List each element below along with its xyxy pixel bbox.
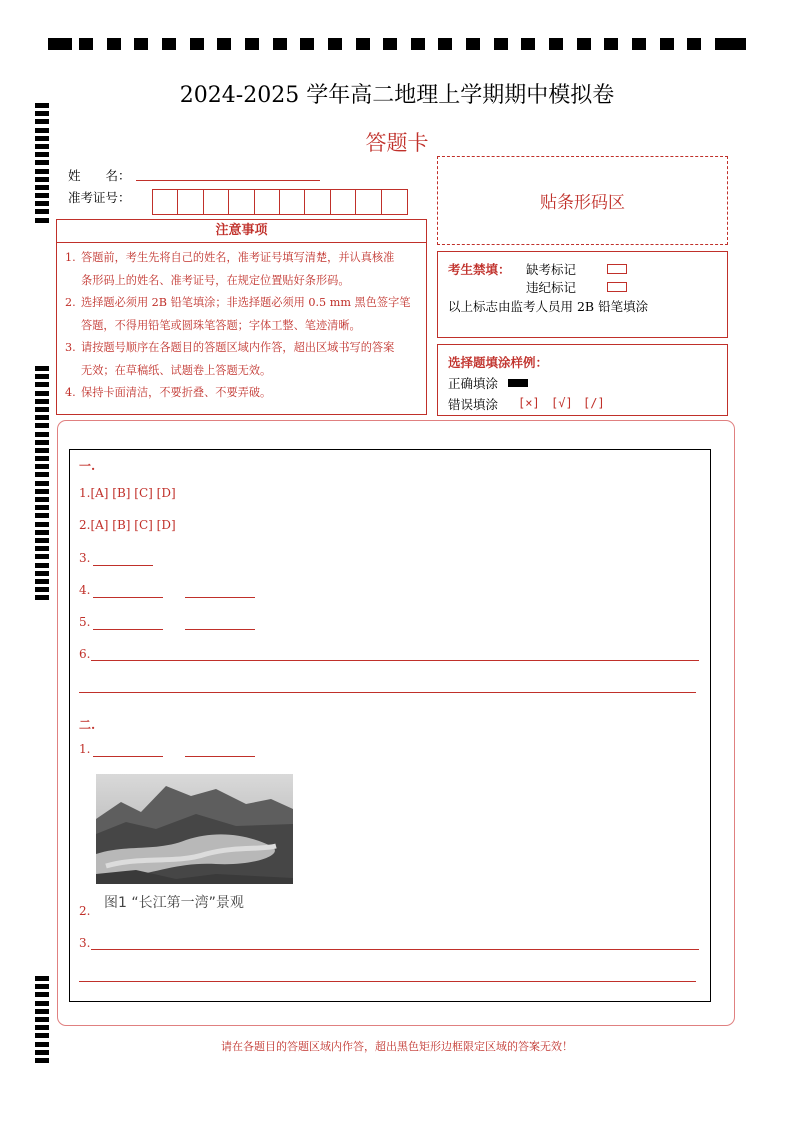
absent-mark-box	[607, 264, 627, 274]
timing-mark	[35, 530, 49, 535]
question-4-blank-1[interactable]	[93, 597, 163, 598]
timing-mark	[35, 201, 49, 206]
notice-item-text: 答题前，考生先将自己的姓名，准考证号填写清楚，并认真核准	[81, 251, 395, 264]
notice-item-text: 选择题必须用 2B 铅笔填涂；非选择题必须用 0.5 mm 黑色签字笔	[81, 296, 411, 309]
id-label: 准考证号：	[68, 190, 131, 205]
timing-mark	[577, 38, 591, 50]
notice-item-number	[65, 360, 81, 383]
timing-mark	[35, 407, 49, 412]
timing-mark	[35, 432, 49, 437]
section-2-question-1-label: 1.	[79, 742, 91, 756]
fill-sample-box	[437, 344, 728, 416]
wrong-mark-cross: [×]	[518, 396, 540, 410]
correct-fill-label: 正确填涂	[448, 376, 499, 391]
notice-item-line	[65, 360, 420, 383]
timing-mark	[35, 571, 49, 576]
timing-mark	[35, 1058, 49, 1063]
timing-mark	[162, 38, 176, 50]
timing-mark	[35, 440, 49, 445]
timing-mark	[383, 38, 397, 50]
timing-mark	[466, 38, 480, 50]
timing-mark	[35, 185, 49, 190]
violation-mark-box	[607, 282, 627, 292]
timing-mark	[35, 119, 49, 124]
wrong-fill-label: 错误填涂	[448, 397, 499, 412]
section-2-question-1-blank-2[interactable]	[185, 756, 255, 757]
wrong-mark-slash: [/]	[583, 396, 605, 410]
sample-heading: 选择题填涂样例：	[448, 355, 549, 370]
timing-mark	[35, 177, 49, 182]
section-1-heading: 一.	[79, 459, 96, 473]
notice-box	[56, 219, 427, 415]
timing-mark	[411, 38, 425, 50]
timing-mark	[660, 38, 674, 50]
timing-mark	[35, 1009, 49, 1014]
notice-item-number: 3.	[65, 341, 76, 354]
timing-mark	[35, 1017, 49, 1022]
timing-mark	[107, 38, 121, 50]
timing-mark	[35, 587, 49, 592]
id-digit-box[interactable]	[229, 190, 254, 214]
id-digit-box[interactable]	[178, 190, 203, 214]
notice-list	[57, 243, 426, 405]
name-label: 姓 名：	[68, 168, 131, 183]
timing-mark	[632, 38, 646, 50]
id-digit-box[interactable]	[305, 190, 330, 214]
timing-marks-left-2	[35, 366, 49, 603]
timing-mark	[35, 169, 49, 174]
timing-mark	[438, 38, 452, 50]
id-digit-box[interactable]	[280, 190, 305, 214]
timing-mark	[35, 193, 49, 198]
section-2-heading: 二.	[79, 718, 96, 732]
timing-mark	[35, 563, 49, 568]
timing-mark	[35, 992, 49, 997]
id-digit-box[interactable]	[153, 190, 178, 214]
timing-mark	[494, 38, 508, 50]
timing-mark	[35, 456, 49, 461]
yangtze-first-bend-photo	[96, 774, 293, 884]
notice-heading: 注意事项	[57, 220, 426, 243]
timing-mark	[35, 391, 49, 396]
timing-mark	[35, 472, 49, 477]
timing-mark	[245, 38, 259, 50]
name-field[interactable]	[136, 180, 320, 181]
notice-item-number: 2.	[65, 296, 76, 309]
notice-item-text: 条形码上的姓名、准考证号，在规定位置贴好条形码。	[81, 273, 350, 287]
timing-mark	[521, 38, 535, 50]
id-digit-box[interactable]	[255, 190, 280, 214]
timing-mark	[35, 464, 49, 469]
notice-item-line	[65, 382, 420, 405]
timing-mark	[273, 38, 287, 50]
timing-mark	[35, 497, 49, 502]
notice-item-number: 1.	[65, 251, 76, 264]
timing-mark	[35, 554, 49, 559]
id-digit-box[interactable]	[331, 190, 356, 214]
notice-item-line	[65, 292, 420, 315]
absent-label: 缺考标记	[526, 262, 577, 277]
timing-marks-top	[48, 38, 746, 50]
section-2-question-3-label: 3.	[79, 936, 91, 950]
notice-item-text: 答题，不得用铅笔或圆珠笔答题；字体工整、笔迹清晰。	[81, 318, 361, 332]
question-6-line-2[interactable]	[79, 692, 696, 693]
id-digit-box[interactable]	[356, 190, 381, 214]
timing-mark	[35, 111, 49, 116]
notice-item-line	[65, 315, 420, 338]
notice-item-text: 保持卡面清洁，不要折叠、不要弄破。	[81, 386, 272, 399]
timing-mark	[549, 38, 563, 50]
timing-mark	[35, 366, 49, 371]
timing-mark	[35, 595, 49, 600]
answer-sheet-subtitle: 答题卡	[365, 131, 429, 155]
question-5-blank-2[interactable]	[185, 629, 255, 630]
question-4-blank-2[interactable]	[185, 597, 255, 598]
notice-item-number: 4.	[65, 386, 76, 399]
footer-warning: 请在各题目的答题区域内作答，超出黑色矩形边框限定区域的答案无效！	[221, 1040, 573, 1053]
timing-mark	[35, 546, 49, 551]
timing-mark	[35, 976, 49, 981]
timing-mark	[35, 522, 49, 527]
question-6-label: 6.	[79, 647, 91, 661]
question-2-choices[interactable]: 2.[A] [B] [C] [D]	[79, 518, 176, 532]
notice-item-text: 请按题号顺序在各题目的答题区域内作答，超出区域书写的答案	[81, 341, 395, 354]
timing-mark	[35, 160, 49, 165]
timing-mark	[35, 505, 49, 510]
timing-mark	[35, 374, 49, 379]
question-1-choices[interactable]: 1.[A] [B] [C] [D]	[79, 486, 176, 500]
forbid-box	[437, 251, 728, 338]
timing-mark	[35, 415, 49, 420]
notice-item-number	[65, 270, 81, 293]
barcode-label: 贴条形码区	[540, 193, 625, 213]
notice-item-line	[65, 337, 420, 360]
timing-mark	[300, 38, 314, 50]
timing-mark	[35, 513, 49, 518]
timing-mark	[356, 38, 370, 50]
timing-mark	[604, 38, 618, 50]
timing-mark	[217, 38, 231, 50]
timing-mark	[35, 984, 49, 989]
id-digit-box[interactable]	[204, 190, 229, 214]
timing-mark	[35, 423, 49, 428]
timing-mark	[687, 38, 701, 50]
section-2-question-3-line-1[interactable]	[91, 949, 699, 950]
notice-item-text: 无效；在草稿纸、试题卷上答题无效。	[81, 363, 272, 377]
timing-mark	[35, 399, 49, 404]
timing-mark	[35, 481, 49, 486]
timing-mark	[35, 1001, 49, 1006]
question-6-line-1[interactable]	[91, 660, 699, 661]
section-2-question-1-blank-1[interactable]	[93, 756, 163, 757]
timing-mark	[134, 38, 148, 50]
notice-item-number	[65, 315, 81, 338]
timing-mark	[35, 1025, 49, 1030]
timing-mark	[35, 209, 49, 214]
timing-mark	[35, 448, 49, 453]
timing-mark	[79, 38, 93, 50]
figure-caption: 图1 “长江第一湾”景观	[104, 895, 244, 911]
section-2-question-3-line-2[interactable]	[79, 981, 696, 982]
timing-mark	[35, 538, 49, 543]
timing-marks-left-1	[35, 103, 49, 226]
id-digit-box[interactable]	[382, 190, 407, 214]
notice-item-line	[65, 270, 420, 293]
timing-mark	[35, 382, 49, 387]
timing-mark	[722, 38, 746, 50]
timing-mark	[35, 218, 49, 223]
question-3-blank[interactable]	[93, 565, 153, 566]
question-4-label: 4.	[79, 583, 91, 597]
exam-id-boxes[interactable]	[152, 189, 408, 215]
page-title: 2024-2025 学年高二地理上学期期中模拟卷	[179, 83, 615, 108]
violation-label: 违纪标记	[526, 280, 577, 295]
question-5-label: 5.	[79, 615, 91, 629]
timing-mark	[328, 38, 342, 50]
question-3-label: 3.	[79, 551, 91, 565]
correct-fill-mark	[508, 379, 528, 387]
barcode-area	[437, 156, 728, 245]
wrong-mark-check: [√]	[551, 396, 573, 410]
timing-mark	[48, 38, 72, 50]
timing-mark	[190, 38, 204, 50]
question-5-blank-1[interactable]	[93, 629, 163, 630]
notice-item-line	[65, 247, 420, 270]
forbid-note: 以上标志由监考人员用 2B 铅笔填涂	[448, 299, 649, 314]
section-2-question-2-label: 2.	[79, 904, 91, 918]
forbid-heading: 考生禁填：	[448, 262, 511, 277]
timing-mark	[35, 489, 49, 494]
timing-mark	[35, 579, 49, 584]
